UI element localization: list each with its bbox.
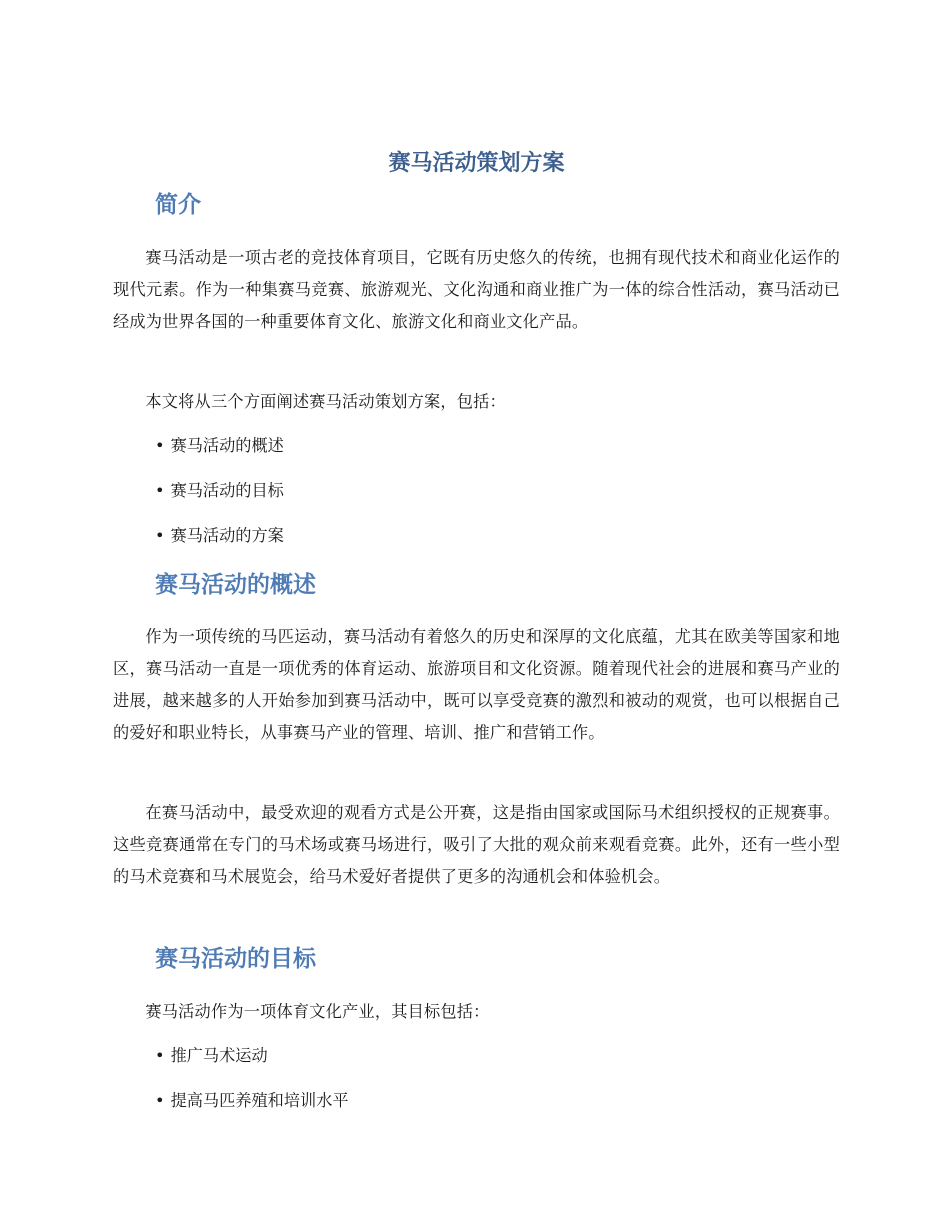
list-item [155, 520, 284, 552]
bullet-icon: • [155, 1091, 165, 1110]
document-title: 赛马活动策划方案 [388, 151, 565, 176]
list-item-text: 赛马活动的概述 [170, 436, 284, 455]
intro-paragraph-2: 本文将从三个方面阐述赛马活动策划方案，包括： [145, 392, 506, 411]
list-item-text: 提高马匹养殖和培训水平 [170, 1091, 349, 1110]
overview-paragraph-2: 在赛马活动中，最受欢迎的观看方式是公开赛，这是指由国家或国际马术组织授权的正规赛事。这些竞赛通常在专门的马术场或赛马场进行，吸引了大批的观众前来观看竞赛。此外，还有一些小型的马术竞赛和马术展览会，给马术爱好者提供了更多的沟通机会和体验机会。 [113, 803, 840, 886]
section-heading-intro: 简介 [155, 192, 201, 218]
list-item-text: 赛马活动的方案 [170, 526, 284, 545]
list-item-text: 推广马术运动 [170, 1046, 268, 1065]
section-heading-overview: 赛马活动的概述 [155, 572, 316, 598]
list-item [155, 1040, 268, 1072]
list-item-text: 赛马活动的目标 [170, 481, 284, 500]
intro-paragraph-1: 赛马活动是一项古老的竞技体育项目，它既有历史悠久的传统，也拥有现代技术和商业化运作的现代元素。作为一种集赛马竞赛、旅游观光、文化沟通和商业推广为一体的综合性活动，赛马活动已经成为世界各国的一种重要体育文化、旅游文化和商业文化产品。 [113, 248, 840, 331]
goals-paragraph-1: 赛马活动作为一项体育文化产业，其目标包括： [145, 1002, 490, 1021]
list-item [155, 430, 284, 462]
bullet-icon: • [155, 1046, 165, 1065]
section-heading-goals: 赛马活动的目标 [155, 946, 316, 972]
overview-paragraph-1: 作为一项传统的马匹运动，赛马活动有着悠久的历史和深厚的文化底蕴，尤其在欧美等国家和地区，赛马活动一直是一项优秀的体育运动、旅游项目和文化资源。随着现代社会的进展和赛马产业的进展，越来越多的人开始参加到赛马活动中，既可以享受竞赛的激烈和被动的观赏，也可以根据自己的爱好和职业特长，从事赛马产业的管理、培训、推广和营销工作。 [113, 627, 840, 742]
list-item [155, 475, 284, 507]
bullet-icon: • [155, 436, 165, 455]
bullet-icon: • [155, 481, 165, 500]
bullet-icon: • [155, 526, 165, 545]
list-item [155, 1085, 349, 1117]
